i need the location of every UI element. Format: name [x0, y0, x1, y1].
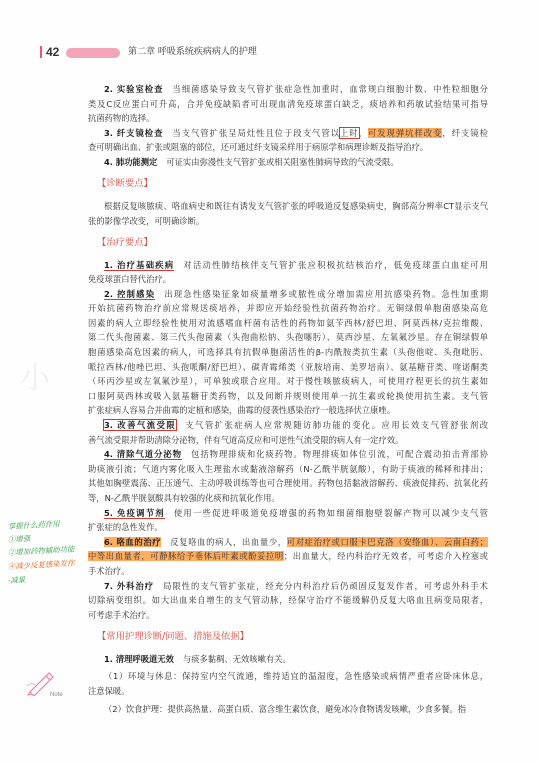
- text-span: 局限性的支气管扩张症，经充分内科治疗后仍顽固反复发作者，可考虑外科手术: [163, 580, 488, 591]
- text-span: 出现急性感染征象如痰量增多或脓性成分增加需应用抗感染药物。急性加重期: [164, 288, 488, 299]
- item-label: 4. 肺功能测定: [104, 156, 158, 167]
- text-line: 抗菌药物的选择。: [88, 113, 155, 124]
- text-line: （2）饮食护理：提供高热量、高蛋白质、富含维生素饮食，避免冰冷食物诱发咳嗽，少食多餐。指: [104, 703, 467, 714]
- header-accent-bar: [40, 46, 42, 58]
- item-label: 3. 改善气流受限: [104, 420, 177, 431]
- paragraph: [88, 506, 488, 535]
- text-span: 当支气管扩张呈局灶性且位于段支气管以: [172, 127, 340, 138]
- text-span: ；出血量大，经内科治疗无效者，可考虑介入栓塞或: [283, 551, 488, 562]
- text-line: [88, 535, 488, 550]
- text-line: 善气流受限并帮助清除分泌物，伴有气道高反应和可逆性气流受限的病人有一定疗效。: [88, 434, 404, 445]
- text-line: [88, 579, 488, 594]
- text-line: 张的影像学改变，可明确诊断。: [88, 215, 205, 226]
- text-line: 胞菌感染高危因素的病人，可选择具有抗假单胞菌活性的β-内酰胺类抗生素（头孢他啶、头孢吡肟、: [88, 347, 488, 358]
- watermark: 小: [20, 361, 50, 396]
- paragraph: [88, 287, 488, 418]
- section-heading: 【常用护理诊断/问题、措施及依据】: [97, 630, 249, 642]
- text-line: 扩张症病人容易合并曲霉的定植和感染，曲霉的侵袭性感染治疗一般选择伏立康唑。: [88, 405, 395, 416]
- text-span: 反复咯血的病人，出血量少，: [170, 536, 287, 547]
- text-line: 口服阿莫西林或吸入氨基糖苷类药物，以及间断并规则使用单一抗生素或轮换使用抗生素。支气管: [88, 390, 488, 401]
- text-line: 免疫球蛋白替代治疗。: [88, 274, 171, 285]
- text-line: 第二代头孢菌素、第三代头孢菌素（头孢曲松钠、头孢噻肟）、莫西沙星、左氧氟沙星。存在铜绿假单: [88, 332, 488, 343]
- text-line: 其他如胸壁震荡、正压通气、主动呼吸训练等也可合理使用。药物包括黏液溶解药、痰液促排药、抗氧化药: [88, 478, 488, 489]
- item-label: 1. 治疗基础疾病: [104, 259, 175, 270]
- text-line: [88, 549, 488, 564]
- text-line: [88, 126, 488, 141]
- text-line: [88, 155, 488, 170]
- paragraph: [88, 579, 488, 623]
- text-line: [88, 258, 488, 273]
- handwritten-note: ②增加药物辅助功能: [7, 544, 75, 557]
- text-line: 切除病变组织。如大出血来自增生的支气管动脉，经保守治疗不能缓解仍反复大咯血且病变局限者，: [88, 595, 488, 606]
- item-label: 7. 外科治疗: [104, 580, 155, 591]
- note-logo: [26, 672, 66, 702]
- text-line: 助痰液引流；气道内雾化吸入生理盐水或黏液溶解药（N-乙酰半胱氨酸），有助于痰液的稀释和排出；: [88, 463, 488, 474]
- section-heading: 【诊断要点】: [97, 177, 153, 189]
- text-span: 支气管扩张症病人应常规随访肺功能的变化。应用长效支气管舒张剂改: [185, 420, 488, 431]
- handwritten-note: ④减少反复感染发作: [7, 558, 75, 571]
- text-line: 注意保暖。: [88, 685, 130, 696]
- text-line: 查可明确出血、扩张或阻塞的部位，还可通过纤支镜采样用于病原学和病理诊断及指导治疗。: [88, 142, 429, 153]
- text-line: 等，N-乙酰半胱氨酸具有较强的化痰和抗氧化作用。: [88, 493, 280, 503]
- text-span: 包括物理排痰和化痰药物。物理排痰如体位引流，可配合震动拍击背部协: [191, 449, 488, 460]
- text-line: 根据反复咳脓痰、咯血病史和既往有诱发支气管扩张的呼吸道反复感染病史，胸部高分辨率CT显示支气: [104, 200, 488, 211]
- text-line: 扩张症的急性发作。: [88, 522, 163, 533]
- item-label: 3. 纤支镜检查: [104, 127, 164, 138]
- paragraph: [88, 82, 488, 126]
- paragraph: [88, 702, 488, 717]
- header-pill-decoration: [66, 48, 120, 58]
- text-line: [88, 447, 488, 462]
- page-number: 42: [46, 45, 60, 59]
- text-line: 可考虑手术治疗。: [88, 609, 155, 620]
- paragraph: [88, 652, 488, 667]
- paragraph: [88, 418, 488, 447]
- handwritten-note: ①增强: [7, 533, 31, 544]
- text-line: 手术治疗。: [88, 565, 130, 576]
- text-line: 开始抗菌药物治疗前应常规送痰培养，并即应开始经验性抗菌药物治疗。无铜绿假单胞菌感染高危: [88, 303, 488, 314]
- text-line: [88, 287, 488, 302]
- text-line: 类及C反应蛋白可升高，合并免疫缺陷者可出现血清免疫球蛋白缺乏，痰培养和药敏试验结果可指导: [88, 98, 488, 109]
- text-line: [88, 418, 488, 433]
- paragraph: [88, 258, 488, 287]
- text-span: 使用一些促进呼吸道免疫增强的药物如细菌细胞壁裂解产物可以减少支气管: [173, 507, 488, 518]
- text-span: ，纤支镜检: [442, 127, 488, 138]
- handwritten-note: 掌握什么药作用: [7, 519, 60, 531]
- text-line: [88, 652, 488, 667]
- highlighted-text: 可发现弹坑样改变: [367, 127, 443, 138]
- text-line: [88, 82, 488, 97]
- item-label: 2. 实验室检查: [104, 84, 164, 94]
- section-heading: 【治疗要点】: [97, 236, 153, 248]
- text-span: 与痰多黏稠、无效咳嗽有关。: [182, 653, 291, 664]
- text-span: 可证实由弥漫性支气管扩张或相关阻塞性肺病导致的气流受限。: [166, 156, 399, 167]
- highlighted-text: 可对症治疗或口服卡巴克洛（安络血）、云南白药；: [286, 536, 488, 547]
- paragraph: [88, 669, 488, 698]
- item-label: 5. 免疫调节剂: [104, 507, 165, 518]
- text-line: （环丙沙星或左氧氟沙星），可单独或联合应用。对于慢性咳脓痰病人，可使用疗程更长的抗生素如: [88, 376, 488, 387]
- text-line: 因素的病人立即经验性使用对流感嗜血杆菌有活性的药物如氨苄西林/舒巴坦、阿莫西林/克拉维酸、: [88, 317, 488, 328]
- paragraph: [88, 447, 488, 505]
- item-label: 4. 清除气道分泌物: [104, 449, 183, 460]
- chapter-title: 第二章 呼吸系统疾病病人的护理: [128, 47, 257, 57]
- text-line: （1）环境与休息：保持室内空气流通，维持适宜的温湿度，急性感染或病情严重者应卧床休息，: [104, 671, 488, 682]
- paragraph: [88, 535, 488, 579]
- handwritten-note: ·减量: [7, 575, 26, 585]
- note-label: Note: [50, 692, 63, 698]
- item-label: 1. 清理呼吸道无效: [104, 653, 174, 664]
- text-line: [88, 506, 488, 521]
- main-text-column: [88, 82, 488, 716]
- text-span: 当细菌感染导致支气管扩张症急性加重时，血常规白细胞计数、中性粒细胞分: [172, 84, 488, 94]
- item-label: 2. 控制感染: [104, 288, 156, 299]
- text-line: 哌拉西林/他唑巴坦、头孢哌酮/舒巴坦）、碳青霉烯类（亚胺培南、美罗培南）、氨基糖苷类、喹诺酮类: [88, 361, 488, 372]
- item-label: 6. 咯血的治疗: [104, 536, 162, 547]
- paragraph: [88, 155, 488, 170]
- paragraph: [88, 199, 488, 228]
- text-span: 对活动性肺结核伴支气管扩张应积极抗结核治疗，低免疫球蛋白血症可用: [183, 259, 488, 270]
- text-span: ，: [358, 127, 368, 138]
- paragraph: [88, 126, 488, 155]
- marked-text: 上时: [339, 127, 359, 138]
- highlighted-text: 中等出血量者，可静脉给予垂体后叶素或酚妥拉明: [88, 551, 284, 562]
